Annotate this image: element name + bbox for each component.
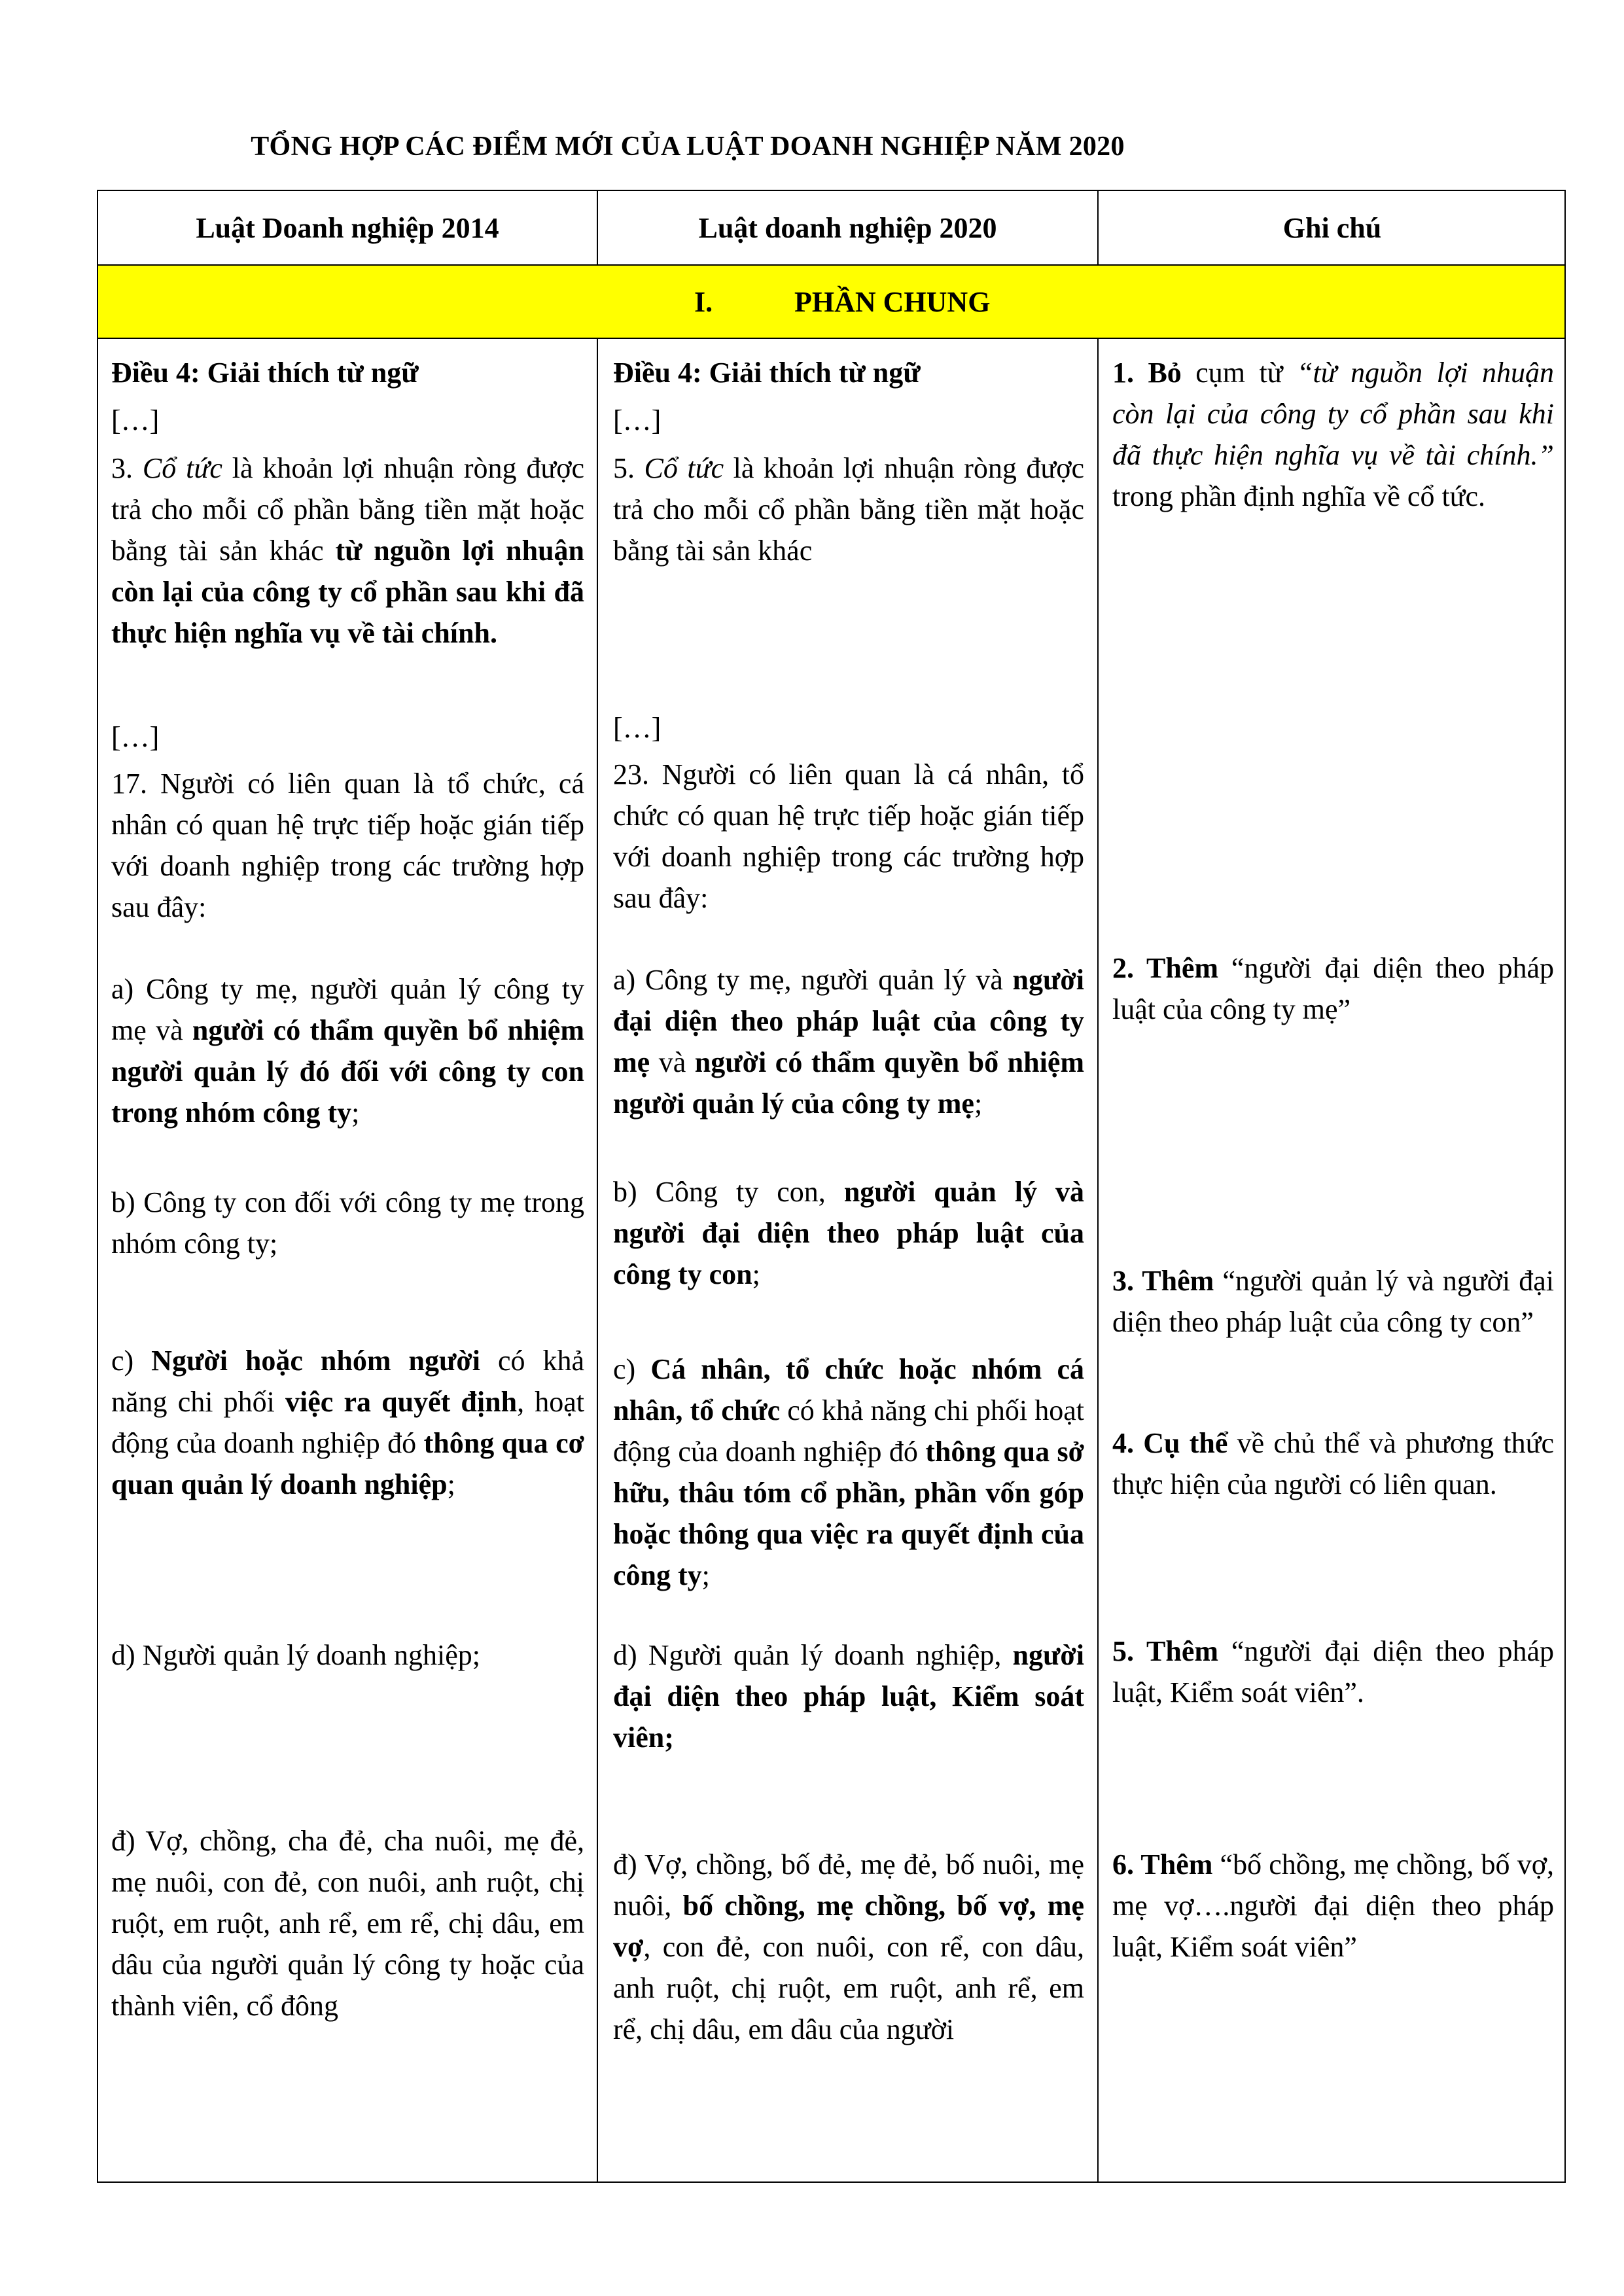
section-row: [98, 266, 1564, 338]
note-4: 4. Cụ thể về chủ thể và phương thức thực hiện của người có liên quan.: [1112, 1427, 1554, 1500]
column-notes: [1112, 339, 1554, 2181]
article-heading: Điều 4: Giải thích từ ngữ: [613, 357, 921, 389]
column-law-2020: [613, 339, 1084, 2181]
column-divider: [597, 191, 598, 2181]
comparison-table: [97, 190, 1566, 2183]
note-6: 6. Thêm “bố chồng, mẹ chồng, bố vợ, mẹ vợ….người đại diện theo pháp luật, Kiểm soát viên”: [1112, 1848, 1554, 1963]
item-c: c) Cá nhân, tổ chức hoặc nhóm cá nhân, tổ chức có khả năng chi phối hoạt động của doanh nghiệp đó thông qua sở hữu, thâu tóm cổ phần, phần vốn góp hoặc thông qua việc ra quyết định của công ty;: [613, 1353, 1084, 1591]
section-label: PHẦN CHUNG: [794, 285, 991, 318]
item-c: c) Người hoặc nhóm người có khả năng chi phối việc ra quyết định, hoạt động của doanh nghiệp đó thông qua cơ quan quản lý doanh nghiệp;: [111, 1345, 585, 1500]
note-1: 1. Bỏ cụm từ “từ nguồn lợi nhuận còn lại của công ty cổ phần sau khi đã thực hiện nghĩa vụ về tài chính.” trong phần định nghĩa về cổ tức.: [1112, 357, 1555, 512]
ellipsis: […]: [111, 721, 160, 753]
note-3: 3. Thêm “người quản lý và người đại diện theo pháp luật của công ty con”: [1112, 1265, 1554, 1338]
ellipsis: […]: [613, 712, 662, 744]
item-dd: đ) Vợ, chồng, bố đẻ, mẹ đẻ, bố nuôi, mẹ nuôi, bố chồng, mẹ chồng, bố vợ, mẹ vợ, con đẻ, con nuôi, con rể, con dâu, anh ruột, chị ruột, em ruột, anh rể, em rể, chị dâu, em dâu của người: [613, 1848, 1085, 2045]
item-d: d) Người quản lý doanh nghiệp;: [111, 1639, 481, 1671]
header-law-2014: Luật Doanh nghiệp 2014: [196, 211, 499, 244]
header-law-2020: Luật doanh nghiệp 2020: [698, 211, 997, 244]
item-b: b) Công ty con, người quản lý và người đại diện theo pháp luật của công ty con;: [613, 1176, 1084, 1290]
item-3-dividend: 3. Cổ tức là khoản lợi nhuận ròng được trả cho mỗi cổ phần bằng tiền mặt hoặc bằng tài sản khác từ nguồn lợi nhuận còn lại của công ty cổ phần sau khi đã thực hiện nghĩa vụ về tài chính.: [111, 452, 585, 649]
note-5: 5. Thêm “người đại diện theo pháp luật, Kiểm soát viên”.: [1112, 1635, 1554, 1708]
document-title: TỔNG HỢP CÁC ĐIỂM MỚI CỦA LUẬT DOANH NGHIỆP NĂM 2020: [251, 132, 1125, 162]
column-divider: [1097, 338, 1099, 2181]
item-d: d) Người quản lý doanh nghiệp, người đại diện theo pháp luật, Kiểm soát viên;: [613, 1639, 1084, 1754]
item-b: b) Công ty con đối với công ty mẹ trong nhóm công ty;: [111, 1186, 584, 1260]
column-law-2014: [111, 339, 584, 2181]
item-17-related-person: 17. Người có liên quan là tổ chức, cá nhân có quan hệ trực tiếp hoặc gián tiếp với doanh nghiệp trong các trường hợp sau đây:: [111, 768, 584, 923]
section-number: I.: [694, 285, 713, 318]
article-heading: Điều 4: Giải thích từ ngữ: [111, 357, 419, 389]
item-a: a) Công ty mẹ, người quản lý và người đại diện theo pháp luật của công ty mẹ và người có thẩm quyền bổ nhiệm người quản lý của công ty mẹ;: [613, 964, 1085, 1120]
header-notes: Ghi chú: [1282, 211, 1382, 244]
ellipsis: […]: [111, 404, 160, 436]
item-23-related-person: 23. Người có liên quan là cá nhân, tổ chức có quan hệ trực tiếp hoặc gián tiếp với doanh nghiệp trong các trường hợp sau đây:: [613, 758, 1084, 914]
item-5-dividend: 5. Cổ tức là khoản lợi nhuận ròng được trả cho mỗi cổ phần bằng tiền mặt hoặc bằng tài sản khác: [613, 452, 1084, 567]
item-a: a) Công ty mẹ, người quản lý công ty mẹ và người có thẩm quyền bổ nhiệm người quản lý đó đối với công ty con trong nhóm công ty;: [111, 973, 584, 1129]
note-2: 2. Thêm “người đại diện theo pháp luật của công ty mẹ”: [1112, 952, 1554, 1025]
ellipsis: […]: [613, 404, 662, 436]
item-dd: đ) Vợ, chồng, cha đẻ, cha nuôi, mẹ đẻ, mẹ nuôi, con đẻ, con nuôi, anh ruột, chị ruột, em ruột, anh rể, em rể, chị dâu, em dâu của người quản lý công ty hoặc của thành viên, cổ đông: [111, 1825, 584, 2022]
